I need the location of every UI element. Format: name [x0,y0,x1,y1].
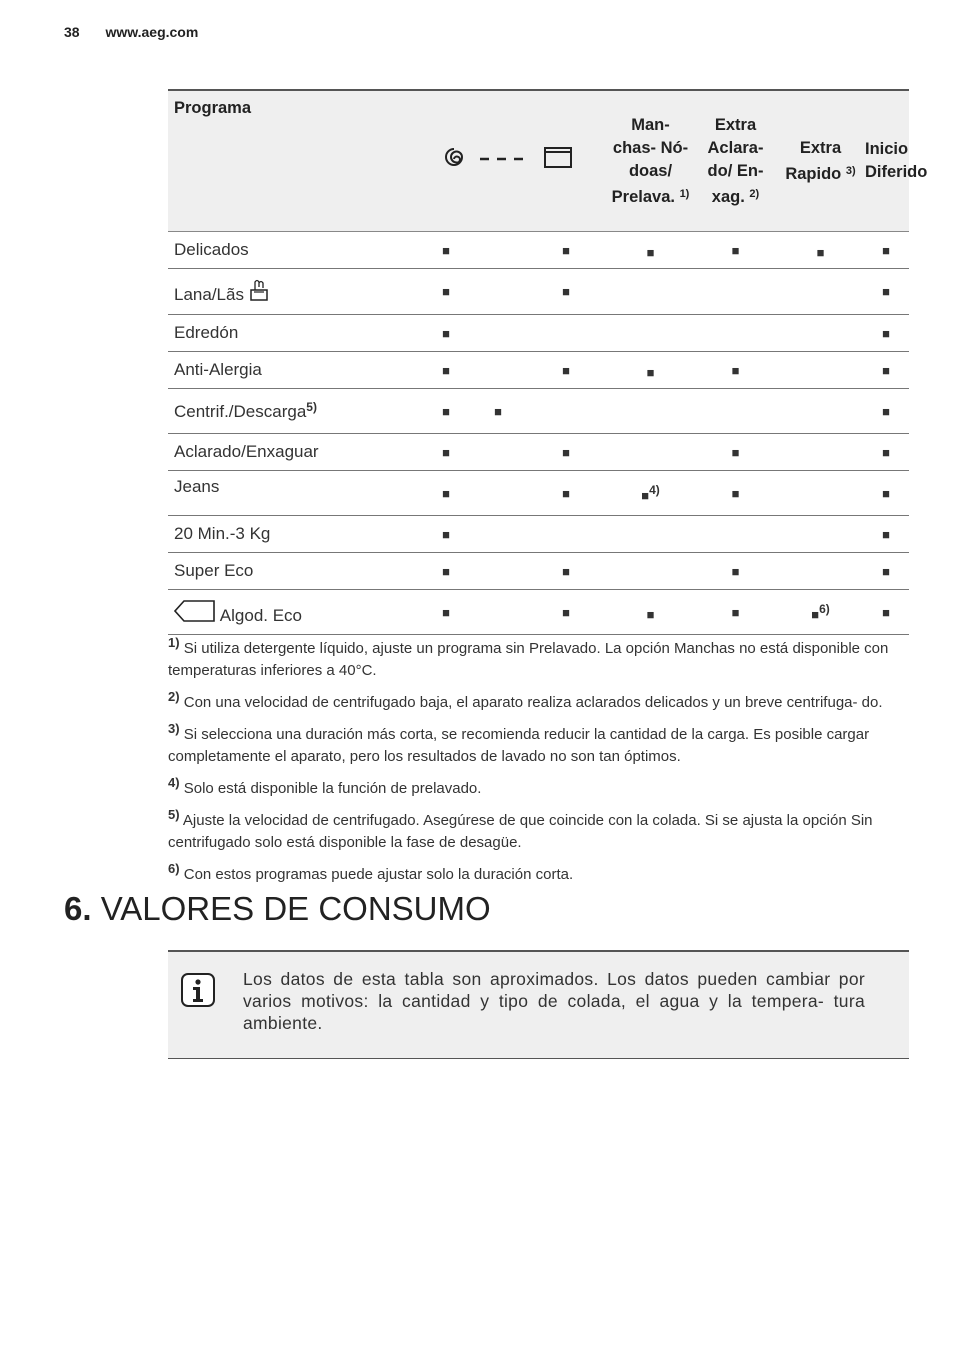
option-mark [778,269,863,315]
program-name: Jeans [168,471,420,516]
option-mark [778,434,863,471]
info-icon [180,972,216,1008]
option-mark [472,471,524,516]
option-mark: ■ [472,389,524,434]
option-mark: ■ [863,516,909,553]
program-name: Edredón [168,315,420,352]
option-mark: ■ [420,389,472,434]
option-mark [524,516,608,553]
option-mark: ■ [524,471,608,516]
option-mark [693,269,778,315]
option-mark: ■ [524,352,608,389]
option-mark [608,553,693,590]
option-mark: ■ [608,352,693,389]
option-mark [778,553,863,590]
option-mark: ■ [420,434,472,471]
table-header-row [168,90,909,232]
info-box [168,950,909,1059]
option-mark [778,516,863,553]
option-mark: ■ [863,232,909,269]
table-row [168,315,909,352]
option-mark [608,269,693,315]
option-mark [472,553,524,590]
program-name: Centrif./Descarga$^{5)}$ [168,389,420,434]
option-mark: ■ [608,590,693,635]
footnote: $^{6)}$ Con estos programas puede ajustar solo la duración corta. [168,861,574,883]
option-mark [693,389,778,434]
option-mark: ■ [524,434,608,471]
spin-drain-icons [444,143,584,173]
header-inicio-diferido: Inicio Diferido [863,90,909,232]
option-mark: ■ [420,232,472,269]
header-extra-aclarado: Extra Aclara- do/ En- xag. $^{2)}$ [693,90,778,232]
option-mark [778,471,863,516]
option-mark [608,434,693,471]
option-mark: ■ [693,232,778,269]
option-mark [778,389,863,434]
option-mark: ■ [778,232,863,269]
footnote: $^{3)}$ Si selecciona una duración más corta, se recomienda reducir la cantidad de la carga. Es posible cargar completamente el aparato, pero los resultados de lavado no son tan óptimos. [168,721,870,765]
option-mark: ■ [693,352,778,389]
footnote: $^{4)}$ Solo está disponible la función de prelavado. [168,775,482,797]
table-row [168,434,909,471]
section-heading: VALORES DE CONSUMO [100,890,491,927]
footnotes [168,632,913,890]
option-mark: ■$^{4)}$ [608,471,693,516]
option-mark: ■ [863,471,909,516]
option-mark: ■ [524,590,608,635]
footnote: $^{5)}$ Ajuste la velocidad de centrifugado. Asegúrese de que coincide con la colada. Si se ajusta la opción Sin centrifugado solo está disponible la fase de desagüe. [168,807,873,851]
option-mark [472,590,524,635]
table-row [168,352,909,389]
option-mark [608,315,693,352]
option-mark [524,389,608,434]
table-row [168,590,909,635]
header-manchas: Man- chas- Nó- doas/ Prelava. $^{1)}$ [608,90,693,232]
program-name: Algod. Eco [168,590,420,635]
option-mark: ■ [420,516,472,553]
footnote: $^{1)}$ Si utiliza detergente líquido, ajuste un programa sin Prelavado. La opción Manchas no está disponible con temperaturas inferiores a 40°C. [168,635,889,679]
spiral-icon [446,149,462,165]
option-mark: ■ [420,590,472,635]
option-mark [608,516,693,553]
option-mark: ■ [524,553,608,590]
option-mark: ■ [693,553,778,590]
program-name: Delicados [168,232,420,269]
info-text: Los datos de esta tabla son aproximados. Los datos pueden cambiar por varios motivos: la cantidad y tipo de colada, el agua y la tempera- tura ambiente. [243,969,865,1033]
option-mark: ■$^{6)}$ [778,590,863,635]
hand-wash-icon [249,278,269,302]
option-mark [472,232,524,269]
program-name: Lana/Lãs [168,269,420,315]
footnote: $^{2)}$ Con una velocidad de centrifugado baja, el aparato realiza aclarados delicados y un breve centrifuga- do. [168,689,883,711]
option-mark: ■ [693,590,778,635]
option-mark: ■ [863,434,909,471]
website-url: www.aeg.com [105,24,199,40]
program-name: Anti-Alergia [168,352,420,389]
option-mark [472,516,524,553]
option-mark: ■ [863,352,909,389]
option-mark [472,269,524,315]
option-mark [693,516,778,553]
option-mark [472,352,524,389]
table-row [168,232,909,269]
option-mark: ■ [524,269,608,315]
option-mark [472,434,524,471]
option-mark [608,389,693,434]
section-title [64,890,491,928]
table-row [168,269,909,315]
option-mark: ■ [863,315,909,352]
option-mark [778,352,863,389]
option-mark: ■ [693,471,778,516]
option-mark: ■ [863,553,909,590]
program-name: 20 Min.-3 Kg [168,516,420,553]
option-mark: ■ [524,232,608,269]
program-name: Aclarado/Enxaguar [168,434,420,471]
tub-icon [545,148,571,167]
option-mark: ■ [420,352,472,389]
option-mark: ■ [693,434,778,471]
header-icons [420,90,608,232]
option-mark: ■ [420,471,472,516]
page-header [64,24,220,40]
option-mark: ■ [608,232,693,269]
option-mark: ■ [420,553,472,590]
table-row [168,516,909,553]
section-number: 6. [64,890,92,927]
option-mark: ■ [420,269,472,315]
table-row [168,471,909,516]
option-mark [524,315,608,352]
option-mark [778,315,863,352]
table-row [168,389,909,434]
option-mark: ■ [420,315,472,352]
table-row [168,553,909,590]
header-programa: Programa [168,90,420,232]
option-mark [472,315,524,352]
option-mark [693,315,778,352]
eco-tag-icon [174,599,216,623]
program-name: Super Eco [168,553,420,590]
option-mark: ■ [863,389,909,434]
options-table [168,89,928,635]
option-mark: ■ [863,269,909,315]
option-mark: ■ [863,590,909,635]
page-number: 38 [64,24,80,40]
header-extra-rapido: Extra Rapido $^{3)}$ [778,90,863,232]
